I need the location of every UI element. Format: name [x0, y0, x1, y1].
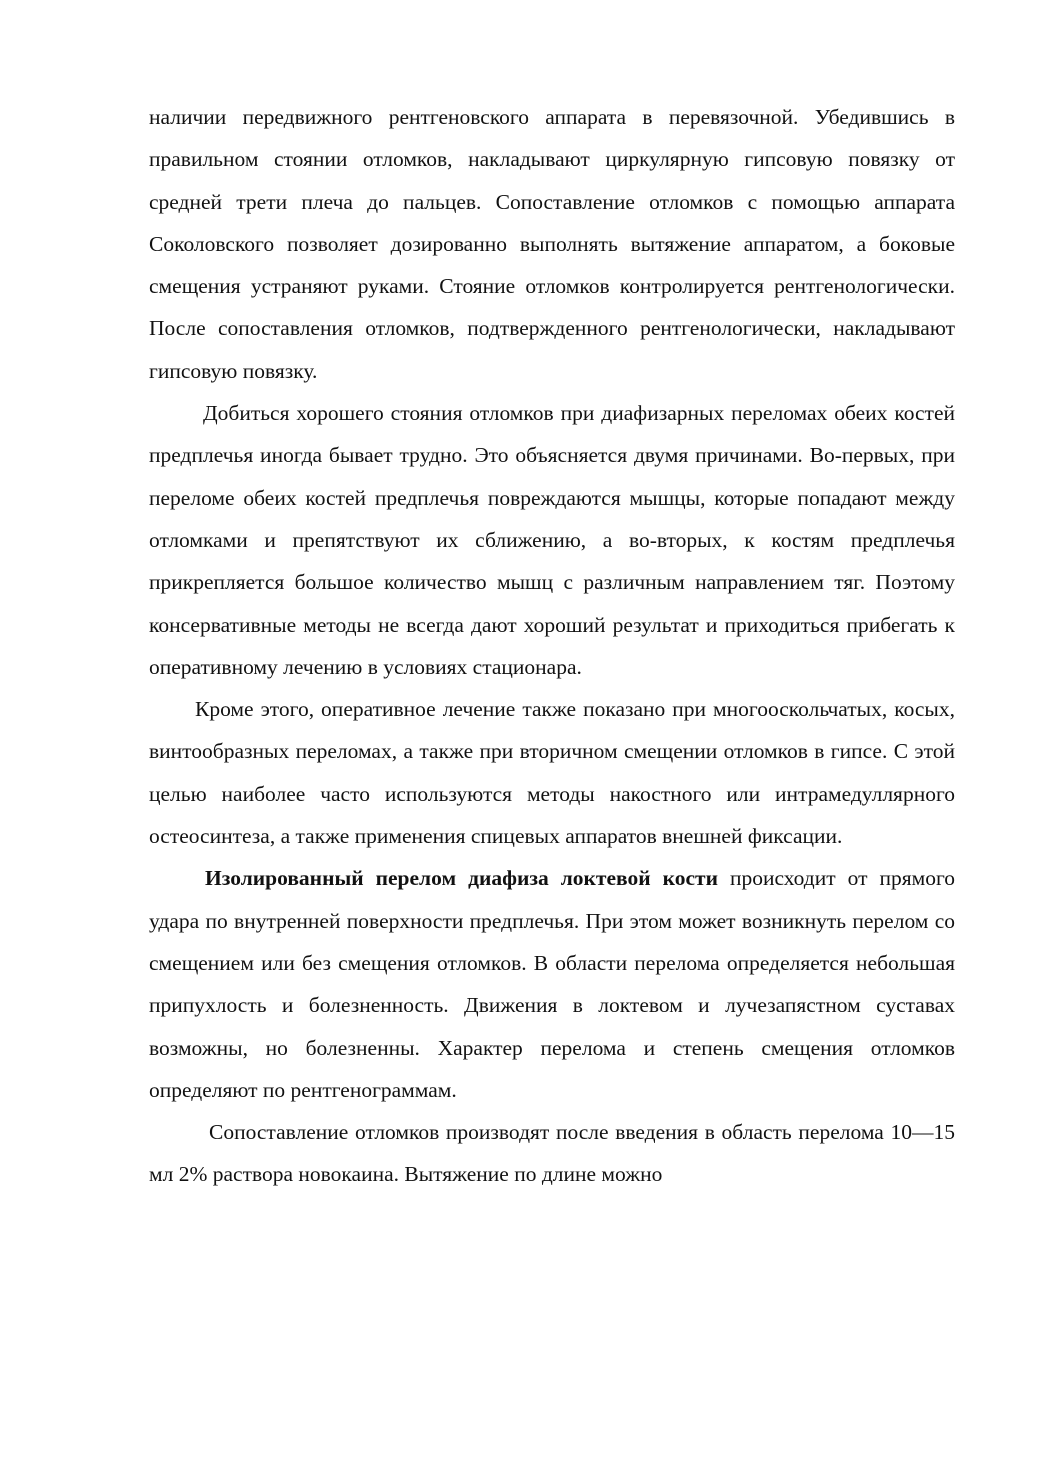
- document-page: [149, 96, 955, 1196]
- paragraph-body-text: происходит от прямого удара по внутренней поверхности предплечья. При этом может возникнуть перелом со смещением или без смещения отломков. В области перелома определяется небольшая припухлость и болезненность. Движения в локтевом и лучезапястном суставах возможны, но болезненны. Характер перелома и степень смещения отломков определяют по рентгенограммам.: [149, 866, 955, 1102]
- paragraph-fragment-reduction: Сопоставление отломков производят после введения в область перелома 10—15 мл 2% раствора новокаина. Вытяжение по длине можно: [149, 1120, 955, 1187]
- section-heading-isolated-ulna-fracture: Изолированный перелом диафиза локтевой кости: [205, 866, 718, 891]
- paragraph-operative-treatment: Кроме этого, оперативное лечение также показано при многооскольчатых, косых, винтообразных переломах, а также при вторичном смещении отломков в гипсе. С этой целью наиболее часто используются методы накостного или интрамедуллярного остеосинтеза, а также применения спицевых аппаратов внешней фиксации.: [149, 697, 955, 849]
- paragraph-isolated-ulna-fracture: [149, 857, 955, 1111]
- paragraph-cast-application: наличии передвижного рентгеновского аппарата в перевязочной. Убедившись в правильном стоянии отломков, накладывают циркулярную гипсовую повязку от средней трети плеча до пальцев. Сопоставление отломков с помощью аппарата Соколовского позволяет дозированно выполнять вытяжение аппаратом, а боковые смещения устраняют руками. Стояние отломков контролируется рентгенологически. После сопоставления отломков, подтвержденного рентгенологически, накладывают гипсовую повязку.: [149, 105, 955, 383]
- paragraph-forearm-fracture-difficulties: Добиться хорошего стояния отломков при диафизарных переломах обеих костей предплечья иногда бывает трудно. Это объясняется двумя причинами. Во-первых, при переломе обеих костей предплечья повреждаются мышцы, которые попадают между отломками и препятствуют их сближению, а во-вторых, к костям предплечья прикрепляется большое количество мышц с различным направлением тяг. Поэтому консервативные методы не всегда дают хороший результат и приходиться прибегать к оперативному лечению в условиях стационара.: [149, 401, 955, 679]
